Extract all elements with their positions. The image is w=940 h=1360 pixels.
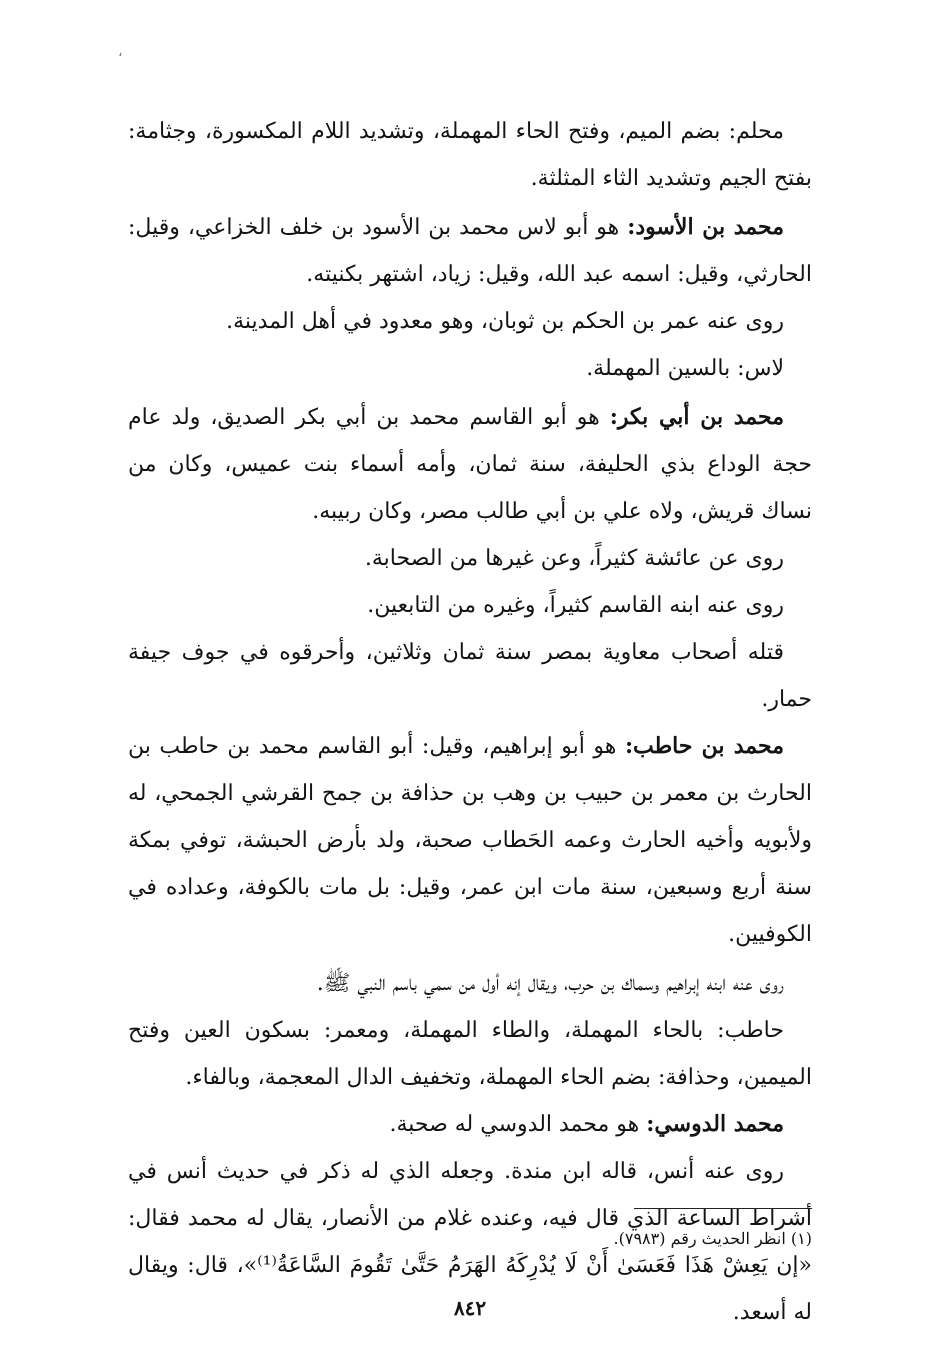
entry-muhammad-ibn-hatib <box>128 723 812 958</box>
entry-muhammad-ibn-abi-bakr <box>128 394 812 535</box>
entry-muhammad-al-dawsi <box>128 1101 812 1148</box>
paragraph-text: حاطب: بالحاء المهملة، والطاء المهملة، ومعمر: بسكون العين وفتح الميمين، وحذافة: بضم الحاء المهملة، وتخفيف الدال المعجمة، وبالفاء. <box>128 1018 812 1090</box>
footnote-divider <box>634 1208 812 1209</box>
paragraph-hatib-spelling <box>128 1007 812 1101</box>
entry-term: محمد الدوسي: <box>646 1111 784 1137</box>
paragraph-narrated-by-ibrahim <box>128 960 812 1007</box>
paragraph-text: هو أبو إبراهيم، وقيل: أبو القاسم محمد بن حاطب بن الحارث بن معمر بن حبيب بن وهب بن حذافة بن جمح القرشي الجمحي، له ولأبويه وأخيه الحارث وعمه الحَطاب صحبة، ولد بأرض الحبشة، توفي بمكة سنة أربع وسبعين، سنة مات ابن عمر، وقيل: بل مات بالكوفة، وعداده في الكوفيين. <box>128 734 812 947</box>
paragraph-text: لاس: بالسين المهملة. <box>586 356 784 381</box>
paragraph-text: هو أبو القاسم محمد بن أبي بكر الصديق، ولد عام حجة الوداع بذي الحليفة، سنة ثمان، وأمه أسماء بنت عميس، وكان من نساك قريش، ولاه علي بن أبي طالب مصر، وكان ربيبه. <box>128 405 812 524</box>
entry-term: محمد بن أبي بكر: <box>609 404 784 430</box>
footnote: (١) انظر الحديث رقم (٧٩٨٣). <box>613 1229 812 1248</box>
paragraph-narrators <box>128 298 812 345</box>
page-body <box>128 108 812 1336</box>
page-number: ٨٤٢ <box>453 1296 487 1320</box>
entry-term: محمد بن الأسود: <box>627 214 784 240</box>
stray-mark: ، <box>118 44 123 60</box>
paragraph-narrated-by <box>128 582 812 629</box>
paragraph-mihlam <box>128 108 812 202</box>
paragraph-narrated-from <box>128 535 812 582</box>
paragraph-text: روى عنه ابنه إبراهيم وسماك بن حرب، ويقال إنه أول من سمي باسم النبي ﷺ. <box>316 971 784 996</box>
paragraph-text: قتله أصحاب معاوية بمصر سنة ثمان وثلاثين، وأحرقوه في جوف جيفة حمار. <box>128 640 812 712</box>
entry-term: محمد بن حاطب: <box>624 733 784 759</box>
paragraph-death <box>128 629 812 723</box>
paragraph-las <box>128 345 812 392</box>
paragraph-text: روى عنه عمر بن الحكم بن ثوبان، وهو معدود في أهل المدينة. <box>226 309 784 334</box>
paragraph-text: روى عنه أنس، قاله ابن مندة. وجعله الذي له ذكر في حديث أنس في أشراط الساعة الذي قال فيه، وعنده غلام من الأنصار، يقال له محمد فقال: «إن يَعِشْ هَذَا فَعَسَىٰ أَنْ لَا يُدْرِكَهُ الهَرَمُ حَتَّىٰ تَقُومَ السَّاعَةُ⁽¹⁾»، قال: ويقال له أسعد. <box>128 1159 812 1325</box>
paragraph-text: هو محمد الدوسي له صحبة. <box>389 1112 647 1137</box>
paragraph-text: هو أبو لاس محمد بن الأسود بن خلف الخزاعي، وقيل: الحارثي، وقيل: اسمه عبد الله، وقيل: زياد، اشتهر بكنيته. <box>128 215 812 287</box>
paragraph-text: روى عنه ابنه القاسم كثيراً، وغيره من التابعين. <box>367 593 784 618</box>
entry-muhammad-ibn-al-aswad <box>128 204 812 298</box>
paragraph-text: محلم: بضم الميم، وفتح الحاء المهملة، وتشديد اللام المكسورة، وجثامة: بفتح الجيم وتشديد الثاء المثلثة. <box>128 119 812 191</box>
paragraph-text: روى عن عائشة كثيراً، وعن غيرها من الصحابة. <box>364 546 784 571</box>
